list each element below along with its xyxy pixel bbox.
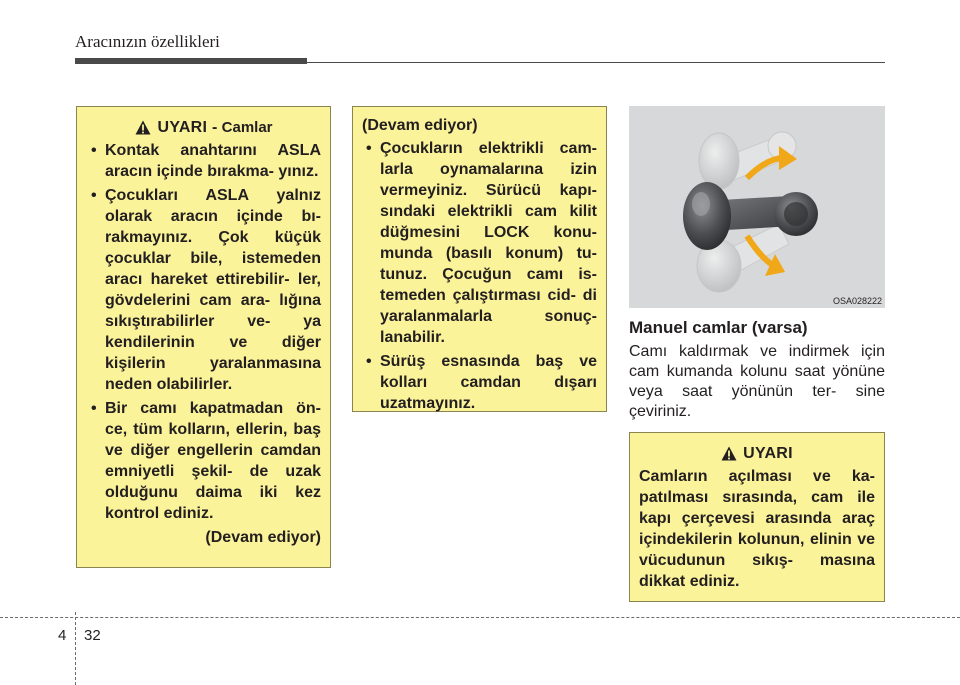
warning-text: Camların açılması ve ka- patılması sırasında, cam ile kapı çerçevesi arasında araç içindekilerin kolunun, elinin ve vücudunun sıkış- masına dikkat ediniz. [639,468,875,590]
continued-label: (Devam ediyor) [362,117,478,134]
list-item: • Kontak anahtarını ASLA aracın içinde bırakma- yınız. [87,140,321,182]
footer-rule [0,617,960,618]
footer-divider [75,612,76,685]
warning-bullet-list [87,140,321,524]
list-item: • Bir camı kapatmadan ön- ce, tüm kolların, ellerin, baş ve diğer engellerin camdan emniyetli şekil- de uzak olduğunu daima iki kez kontrol ediniz. [87,398,321,524]
chapter-number: 4 [58,627,67,644]
header-rule-thin [307,62,885,63]
page-number: 32 [84,627,101,644]
warning-header [639,443,875,464]
warning-label: UYARI - [157,119,218,136]
warning-subtitle: Camlar [221,119,273,136]
warning-box-continued [352,106,607,412]
section-title: Manuel camlar (varsa) [629,318,808,337]
section-body: Camı kaldırmak ve indirmek için cam kumanda kolunu saat yönüne veya saat yönünün ter- sine çeviriniz. [629,343,885,420]
warning-bullet-list [362,138,597,414]
warning-box-pinch [629,432,885,602]
warning-box-windows [76,106,331,568]
window-crank-handle-icon [629,106,885,308]
header-rule-thick [75,58,307,64]
window-crank-figure [629,106,885,308]
warning-label: UYARI [743,445,793,462]
continued-label: (Devam ediyor) [205,529,321,546]
list-item: • Çocukların elektrikli cam- larla oynamalarına izin vermeyiniz. Sürücü kapı- sındaki elektrikli cam kilit düğmesini LOCK konu- munda (basılı konum) tu- tunuz. Çocuğun camı is- temeden çalıştırması cid- di yaralanmalarla sonuç- lanabilir. [362,138,597,348]
warning-triangle-icon [135,120,151,135]
warning-triangle-icon [721,446,737,461]
warning-header [87,117,321,138]
figure-code: OSA028222 [832,296,882,306]
list-item: • Çocukları ASLA yalnız olarak aracın içinde bı- rakmayınız. Çok küçük çocuklar bile, istemeden aracı hareket ettirebilir- ler, gövdelerini cam ara- lığına sıkıştırabilirler ve- ya kendilerinin ve diğer kişilerin yaralanmasına neden olabilirler. [87,185,321,395]
page-header-title: Aracınızın özellikleri [75,32,220,51]
list-item: • Sürüş esnasında baş ve kolları camdan dışarı uzatmayınız. [362,351,597,414]
